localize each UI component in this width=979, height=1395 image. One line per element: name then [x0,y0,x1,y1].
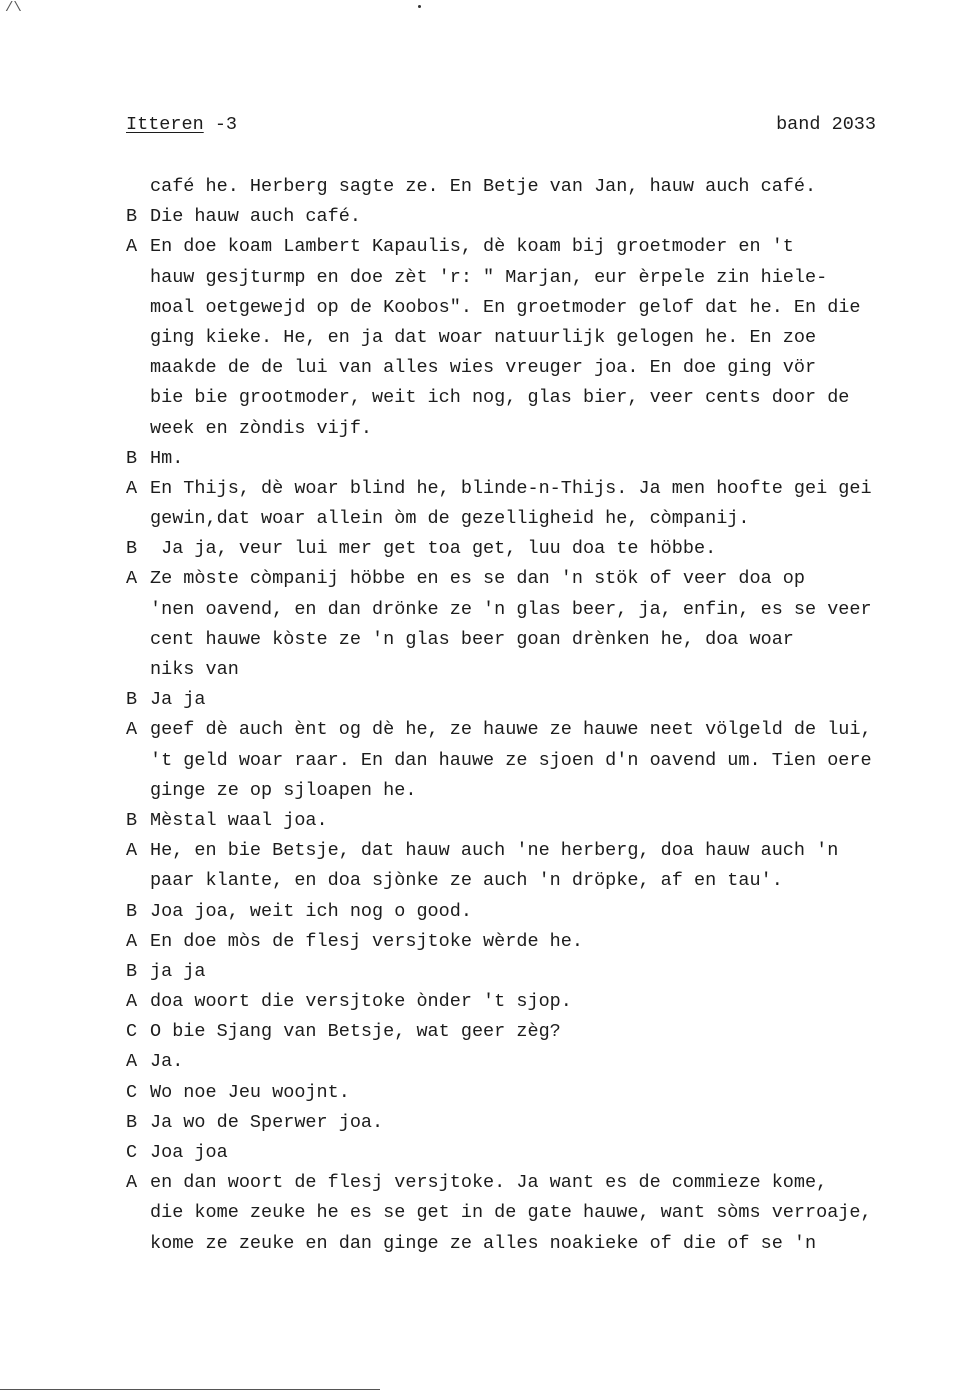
transcript-line [126,414,951,444]
page-number: -3 [203,114,238,135]
corner-mark: /\ [5,0,22,16]
transcript-line [126,353,951,383]
transcript-line [126,504,951,534]
line-text: He, en bie Betsje, dat hauw auch 'ne herberg, doa hauw auch 'n [150,840,839,862]
transcript-line [126,685,951,715]
transcript-line [126,866,951,896]
transcript-line [126,202,951,232]
speaker-label: A [126,719,138,741]
line-text: moal oetgewejd op de Koobos". En groetmoder gelof dat he. En die [150,296,861,318]
speaker-label: B [126,1111,138,1133]
line-text: ja ja [150,960,206,982]
transcript-line [126,474,951,504]
line-text: O bie Sjang van Betsje, wat geer zèg? [150,1021,561,1043]
transcript-line [126,1017,951,1047]
line-text: Ja ja, veur lui mer get toa get, luu doa te höbbe. [150,538,717,560]
transcript-line [126,655,951,685]
speaker-label: B [126,538,138,560]
transcript-line [126,1047,951,1077]
line-text: geef dè auch ènt og dè he, ze hauwe ze hauwe neet völgeld de lui, [150,719,872,741]
transcript-line [126,1168,951,1198]
speaker-label: A [126,840,138,862]
line-text: week en zòndis vijf. [150,417,373,439]
transcript-line [126,776,951,806]
speaker-label: B [126,689,138,711]
line-text: 't geld woar raar. En dan hauwe ze sjoen d'n oavend um. Tien oere [150,749,872,771]
line-text: Die hauw auch café. [150,206,361,228]
line-text: Ja. [150,1051,184,1073]
line-text: En doe mòs de flesj versjtoke wèrde he. [150,930,583,952]
speaker-label: A [126,568,138,590]
line-text: ginge ze op sjloapen he. [150,779,417,801]
speaker-label: A [126,477,138,499]
line-text: 'nen oavend, en dan drönke ze 'n glas beer, ja, enfin, es se veer [150,598,872,620]
transcript-line [126,625,951,655]
speaker-label: A [126,930,138,952]
document-name: Itteren [126,114,204,135]
line-text: Hm. [150,447,184,469]
line-text: Joa joa [150,1142,228,1163]
ink-dot [418,5,421,8]
transcript-line [126,1108,951,1138]
line-text: gewin,dat woar allein òm de gezelligheid he, còmpanij. [150,508,750,530]
speaker-label: A [126,1051,138,1073]
line-text: Ja wo de Sperwer joa. [150,1111,384,1133]
transcript-line [126,323,951,353]
line-text: café he. Herberg sagte ze. En Betje van Jan, hauw auch café. [150,176,817,197]
transcript-line [126,232,951,262]
speaker-label: A [126,1172,138,1194]
line-text: ging kieke. He, en ja dat woar natuurlijk gelogen he. En zoe [150,326,817,348]
transcript-line [126,263,951,293]
speaker-label: A [126,236,138,258]
line-text: en dan woort de flesj versjtoke. Ja want es de commieze kome, [150,1172,828,1194]
page-header [126,114,876,144]
transcript-line [126,172,951,202]
line-text: hauw gesjturmp en doe zèt 'r: " Marjan, eur èrpele zin hiele- [150,266,828,288]
line-text: kome ze zeuke en dan ginge ze alles noakieke of die of se 'n [150,1232,817,1254]
band-number: band 2033 [776,114,876,135]
speaker-label: B [126,900,138,922]
speaker-label: B [126,447,138,469]
line-text: Mèstal waal joa. [150,809,328,831]
transcript-line [126,1198,951,1228]
line-text: die kome zeuke he es se get in de gate hauwe, want sòms verroaje, [150,1202,872,1224]
transcript-line [126,897,951,927]
transcript-line [126,836,951,866]
transcript-line [126,927,951,957]
header-left [126,114,237,135]
transcript-line [126,564,951,594]
transcript-line [126,987,951,1017]
speaker-label: C [126,1081,138,1103]
speaker-label: C [126,1142,138,1163]
line-text: niks van [150,659,239,680]
transcript-line [126,534,951,564]
line-text: Ze mòste còmpanij höbbe en es se dan 'n stök of veer doa op [150,568,806,590]
speaker-label: B [126,206,138,228]
speaker-label: B [126,960,138,982]
transcript-body [126,172,951,1259]
transcript-line [126,444,951,474]
speaker-label: C [126,1021,138,1043]
transcript-line [126,1078,951,1108]
transcript-line [126,383,951,413]
transcript-line [126,806,951,836]
line-text: En Thijs, dè woar blind he, blinde-n-Thijs. Ja men hoofte gei gei [150,477,872,499]
speaker-label: B [126,809,138,831]
bottom-rule [0,1389,380,1390]
transcript-line [126,957,951,987]
transcript-line [126,1229,951,1259]
line-text: bie bie grootmoder, weit ich nog, glas bier, veer cents door de [150,387,850,409]
speaker-label: A [126,991,138,1013]
line-text: cent hauwe kòste ze 'n glas beer goan drènken he, doa woar [150,628,794,650]
line-text: Wo noe Jeu woojnt. [150,1081,350,1103]
transcript-line [126,1138,951,1168]
line-text: maakde de de lui van alles wies vreuger joa. En doe ging vör [150,357,817,379]
line-text: paar klante, en doa sjònke ze auch 'n dröpke, af en tau'. [150,870,783,892]
line-text: Ja ja [150,689,206,711]
line-text: En doe koam Lambert Kapaulis, dè koam bij groetmoder en 't [150,236,794,258]
transcript-line [126,715,951,745]
transcript-line [126,746,951,776]
transcript-line [126,595,951,625]
line-text: doa woort die versjtoke ònder 't sjop. [150,991,572,1013]
transcript-line [126,293,951,323]
line-text: Joa joa, weit ich nog o good. [150,900,472,922]
